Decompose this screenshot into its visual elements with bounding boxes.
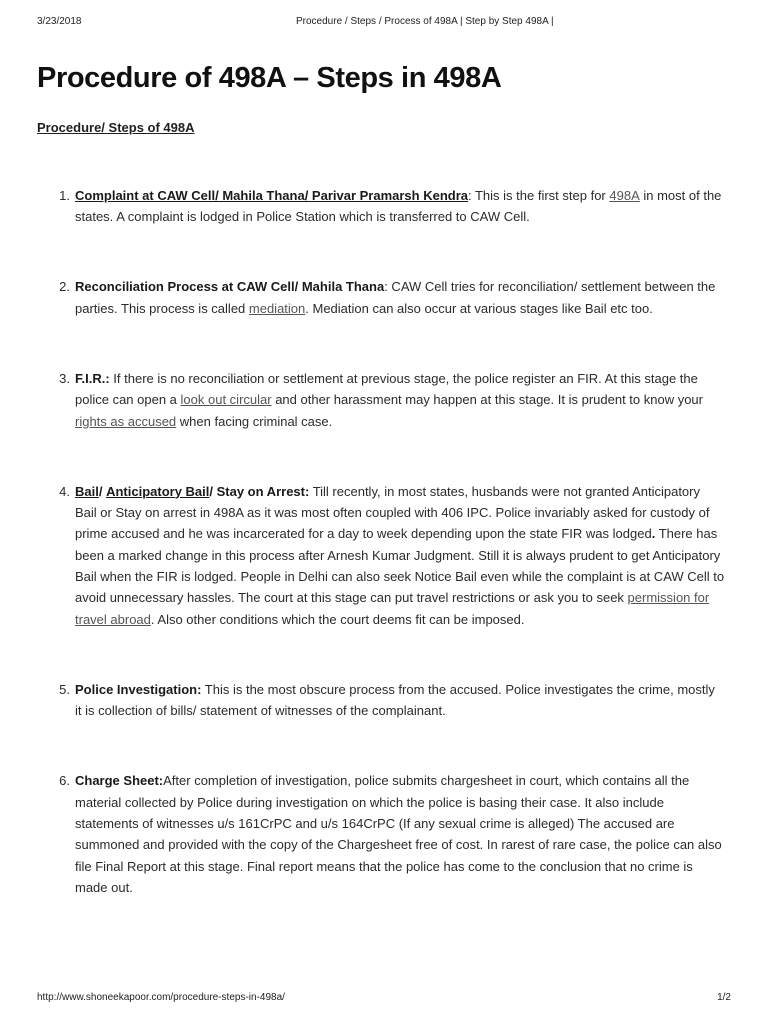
article-subheading: Procedure/ Steps of 498A: [37, 120, 195, 135]
link-bail[interactable]: Bail: [75, 483, 99, 499]
link-rights-as-accused[interactable]: rights as accused: [75, 413, 177, 429]
step-number: 6.: [59, 773, 70, 789]
print-page-number: 1/2: [717, 992, 731, 1003]
step-line: [75, 368, 768, 389]
step-heading: Charge Sheet:: [75, 773, 164, 789]
step-bold-period: .: [651, 526, 656, 542]
step-text: . Also other conditions which the court deems fit can be imposed.: [150, 611, 525, 627]
step-text: There has: [655, 526, 718, 542]
step-number: 1.: [59, 188, 70, 203]
link-complaint-caw-cell[interactable]: Complaint at CAW Cell/ Mahila Thana/ Parivar Pramarsh Kendra: [75, 188, 468, 203]
print-date: 3/23/2018: [37, 16, 82, 27]
print-document-title: Procedure / Steps / Process of 498A | Step by Step 498A |: [296, 16, 554, 27]
step-text: This is the most obscure process from the accused. Police investigates the crime, mostly: [201, 681, 715, 697]
step-text: material collected by Police during investigation on which the police is basing their case. It also include: [75, 794, 664, 810]
print-footer: [0, 992, 768, 1004]
step-line: [75, 206, 768, 227]
step-text: parties. This process is called: [75, 300, 249, 316]
step-number: 2.: [59, 279, 70, 295]
step-heading: /: [98, 483, 107, 499]
step-line: [75, 276, 768, 297]
step-heading: / Stay on Arrest:: [209, 483, 310, 499]
step-text: . Mediation can also occur at various stages like Bail etc too.: [305, 300, 653, 316]
step-line: [75, 792, 768, 813]
link-498a[interactable]: 498A: [609, 188, 640, 203]
link-mediation[interactable]: mediation: [248, 300, 306, 316]
step-line: [75, 545, 768, 566]
step-text: made out.: [75, 880, 133, 896]
step-line: [75, 813, 768, 834]
step-text: statements of witnesses u/s 161CrPC and u/s 164CrPC (If any sexual crime is alleged) The accused are: [75, 816, 675, 831]
step-text: file Final Report at this stage. Final report means that the police has come to the conclusion that no crime is: [75, 858, 693, 874]
print-page-url: http://www.shoneekapoor.com/procedure-steps-in-498a/: [37, 992, 285, 1003]
step-text: been a marked change in this process after Arnesh Kumar Judgment. Still it is always prudent to get Anticipatory: [75, 547, 721, 563]
step-text: Till recently, in most states, husbands were not granted Anticipatory: [309, 483, 700, 499]
step-text: in most of the: [639, 188, 722, 203]
step-text: If there is no reconciliation or settlement at previous stage, the police register an FIR. At this stage the: [109, 370, 698, 386]
step-line: [75, 834, 768, 855]
step-line: [75, 411, 768, 432]
step-heading: Police Investigation:: [75, 681, 202, 697]
step-line: [75, 609, 768, 630]
step-item: [0, 368, 768, 432]
step-heading: Reconciliation Process at CAW Cell/ Mahila Thana: [75, 279, 385, 295]
link-permission-for-travel-abroad[interactable]: permission for: [627, 590, 710, 606]
step-line: [75, 587, 768, 608]
step-line: [75, 502, 768, 523]
article-title: Procedure of 498A – Steps in 498A: [37, 62, 502, 94]
step-item: [0, 481, 768, 631]
step-line: [75, 185, 768, 206]
link-anticipatory-bail[interactable]: Anticipatory Bail: [106, 483, 210, 499]
step-item: [0, 185, 768, 228]
step-line: [75, 679, 768, 700]
step-line: [75, 523, 768, 544]
step-text: Bail when the FIR is lodged. People in Delhi can also seek Notice Bail even while the complaint is at CAW Cell to: [75, 569, 725, 585]
step-number: 4.: [59, 483, 70, 499]
step-text: states. A complaint is lodged in Police Station which is transferred to CAW Cell.: [75, 209, 530, 225]
step-text: Bail or Stay on arrest in 498A as it was most often coupled with 406 IPC. Police invariably asked for custody of: [75, 504, 710, 520]
step-line: [75, 481, 768, 502]
step-line: [75, 877, 768, 898]
step-text: : This is the first step for: [468, 188, 610, 203]
step-text: prime accused and he was incarcerated for a day to week depending upon the state FIR was lodged: [75, 526, 652, 542]
steps-list: [0, 185, 768, 947]
step-item: [0, 276, 768, 319]
step-number: 5.: [59, 681, 70, 697]
step-text: avoid unnecessary hassles. The court at this stage can put travel restrictions or ask you to seek: [75, 590, 628, 606]
print-header: [0, 16, 768, 28]
step-text: police can open a: [75, 392, 181, 408]
link-permission-for-travel-abroad[interactable]: travel abroad: [75, 611, 151, 627]
step-text: : CAW Cell tries for reconciliation/ settlement between the: [384, 279, 716, 295]
step-line: [75, 566, 768, 587]
step-heading: F.I.R.:: [75, 370, 110, 386]
step-line: [75, 298, 768, 319]
step-number: 3.: [59, 370, 70, 386]
step-line: [75, 700, 768, 721]
step-line: [75, 856, 768, 877]
step-text: After completion of investigation, police submits chargesheet in court, which contains all the: [163, 773, 690, 789]
step-text: when facing criminal case.: [176, 413, 333, 429]
step-item: [0, 770, 768, 898]
step-line: [75, 770, 768, 791]
link-look-out-circular[interactable]: look out circular: [180, 392, 272, 408]
step-text: and other harassment may happen at this stage. It is prudent to know your: [271, 392, 703, 408]
step-text: summoned and provided with the copy of the Chargesheet free of cost. In rarest of rare case, the police can also: [75, 837, 722, 853]
step-item: [0, 679, 768, 722]
step-text: it is collection of bills/ statement of witnesses of the complainant.: [75, 703, 446, 719]
step-line: [75, 389, 768, 410]
